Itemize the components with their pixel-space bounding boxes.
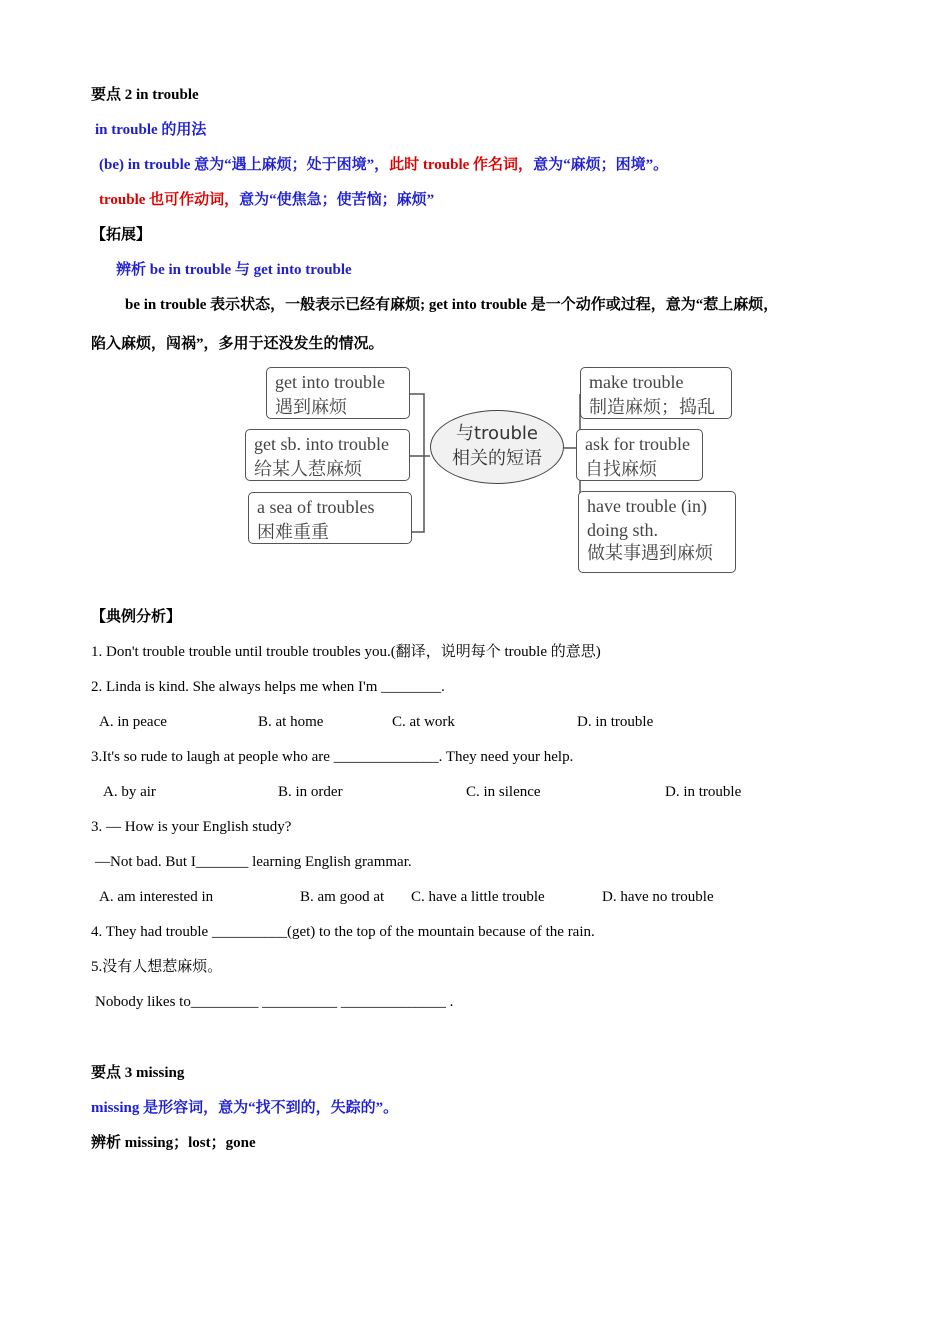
option-a: A. by air (103, 784, 156, 800)
phrase-box (578, 491, 736, 573)
phrase-zh: 自找麻烦 (585, 459, 657, 480)
question-2: 2. Linda is kind. She always helps me when I'm ________. (91, 679, 445, 695)
option-b: B. am good at (300, 889, 385, 905)
compare-title: 辨析 be in trouble 与 get into trouble (116, 262, 352, 278)
question-3b-reply: —Not bad. But I_______ learning English grammar. (95, 854, 412, 870)
option-d: D. in trouble (665, 784, 742, 800)
option-a: A. in peace (99, 714, 167, 730)
phrase-en: ask for trouble (585, 434, 690, 454)
option-c: C. at work (392, 714, 455, 730)
phrase-zh: 遇到麻烦 (275, 397, 347, 418)
definition-noun (99, 155, 668, 175)
center-line: 相关的短语 (452, 448, 542, 469)
phrase-box (245, 429, 410, 481)
phrase-zh: 困难重重 (257, 522, 329, 543)
section-heading: 要点 2 in trouble (91, 87, 199, 103)
option-b: B. at home (258, 714, 324, 730)
center-line: 与trouble (456, 423, 538, 444)
phrase-en: make trouble (589, 372, 684, 392)
option-c: C. have a little trouble (411, 889, 545, 905)
phrase-en: doing sth. (587, 520, 659, 540)
missing-definition: missing 是形容词，意为“找不到的，失踪的”。 (91, 1100, 399, 1116)
phrase-box (266, 367, 410, 419)
section-heading: 要点 3 missing (91, 1065, 185, 1081)
question-4: 4. They had trouble __________(get) to the top of the mountain because of the rain. (91, 924, 595, 940)
definition-part: 意为“麻烦；困境”。 (533, 157, 669, 173)
phrase-box (580, 367, 732, 419)
option-a: A. am interested in (99, 889, 214, 905)
phrase-zh: 给某人惹麻烦 (254, 459, 362, 480)
phrase-en: get into trouble (275, 372, 385, 392)
extension-label: 【拓展】 (91, 227, 152, 243)
definition-part-highlight: trouble 也可作动词， (99, 192, 240, 208)
compare-text: be in trouble 表示状态，一般表示已经有麻烦; get into trouble 是一个动作或过程，意为“惹上麻烦， (125, 297, 779, 313)
option-d: D. in trouble (577, 714, 654, 730)
question-5-answer: Nobody likes to_________ __________ ______________ . (95, 994, 454, 1010)
trouble-phrases-mindmap (244, 364, 738, 574)
phrase-box (576, 429, 703, 481)
option-c: C. in silence (466, 784, 541, 800)
definition-part-highlight: 此时 trouble 作名词， (389, 157, 534, 173)
definition-verb (99, 190, 434, 210)
option-d: D. have no trouble (602, 889, 714, 905)
examples-title: 【典例分析】 (91, 609, 182, 625)
usage-title: in trouble 的用法 (95, 122, 207, 138)
definition-part: 意为“使焦急；使苦恼；麻烦” (239, 192, 435, 208)
phrase-en: a sea of troubles (257, 497, 375, 517)
compare-text-continued: 陷入麻烦，闯祸”，多用于还没发生的情况。 (91, 336, 384, 352)
missing-compare: 辨析 missing；lost；gone (91, 1135, 256, 1151)
question-1: 1. Don't trouble trouble until trouble troubles you.(翻译，说明每个 trouble 的意思) (91, 644, 601, 660)
phrase-en: have trouble (in) (587, 496, 707, 516)
question-3: 3.It's so rude to laugh at people who are ______________. They need your help. (91, 749, 574, 765)
option-b: B. in order (278, 784, 343, 800)
phrase-zh: 做某事遇到麻烦 (587, 543, 713, 564)
mindmap-center (430, 410, 564, 484)
phrase-en: get sb. into trouble (254, 434, 389, 454)
phrase-zh: 制造麻烦；捣乱 (589, 397, 715, 418)
question-3b: 3. — How is your English study? (91, 819, 292, 835)
definition-part: (be) in trouble 意为“遇上麻烦；处于困境”， (99, 157, 390, 173)
phrase-box (248, 492, 412, 544)
question-5: 5.没有人想惹麻烦。 (91, 959, 223, 975)
